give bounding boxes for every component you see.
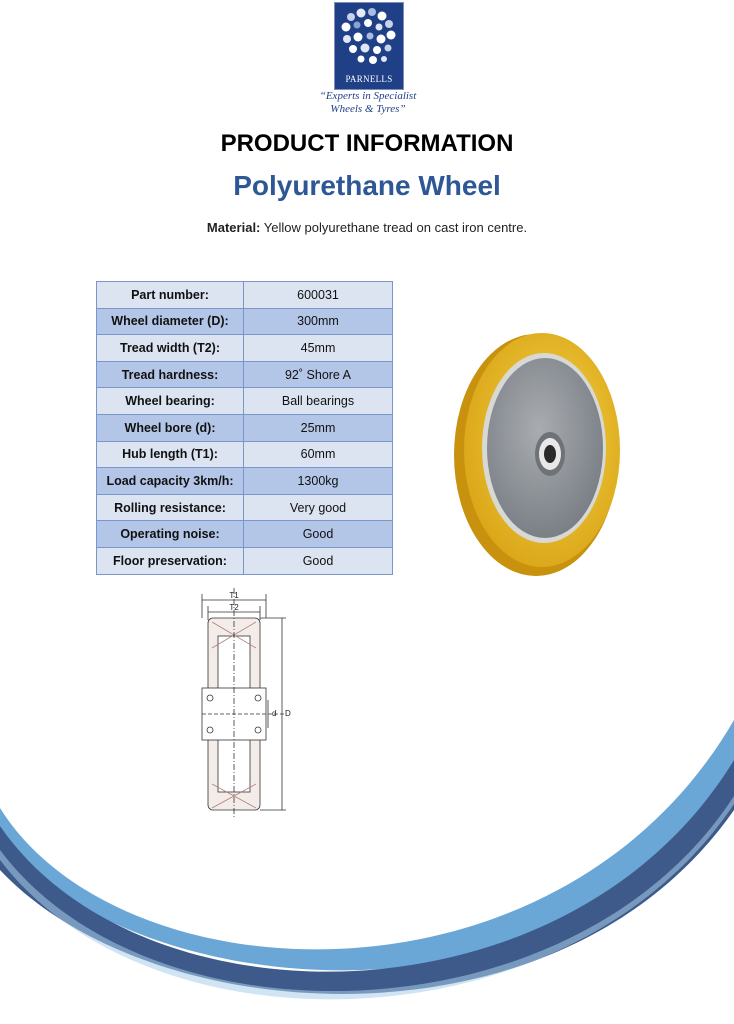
- table-row: [97, 308, 393, 335]
- dim-t2-label: T2: [229, 603, 239, 612]
- table-row: [97, 441, 393, 468]
- table-row: [97, 388, 393, 415]
- decorative-swoosh: [0, 700, 734, 1024]
- spec-value: 25mm: [244, 414, 393, 441]
- spec-value: 60mm: [244, 441, 393, 468]
- material-text: Yellow polyurethane tread on cast iron centre.: [263, 220, 528, 235]
- table-row: [97, 468, 393, 495]
- table-row: [97, 282, 393, 309]
- dim-t1-label: T1: [229, 591, 239, 600]
- table-row: [97, 335, 393, 362]
- bore-hole: [544, 445, 556, 463]
- spec-value: 1300kg: [244, 468, 393, 495]
- spec-label: Wheel bearing:: [97, 388, 244, 415]
- spec-label: Wheel diameter (D):: [97, 308, 244, 335]
- table-row: [97, 494, 393, 521]
- tagline-line-1: “Experts in Specialist: [319, 90, 417, 102]
- product-name: Polyurethane Wheel: [233, 170, 501, 201]
- table-row: [97, 414, 393, 441]
- material-label: Material:: [206, 220, 261, 235]
- spec-value: 300mm: [244, 308, 393, 335]
- spec-label: Tread width (T2):: [97, 335, 244, 362]
- logo-name: PARNELLS: [345, 74, 393, 84]
- spec-value: Ball bearings: [244, 388, 393, 415]
- dim-d-large-label: D: [285, 709, 291, 718]
- table-row: [97, 361, 393, 388]
- spec-value: Good: [244, 547, 393, 574]
- spec-label: Wheel bore (d):: [97, 414, 244, 441]
- page-title: PRODUCT INFORMATION: [220, 130, 514, 157]
- spec-value: 45mm: [244, 335, 393, 362]
- spec-value: 92˚ Shore A: [244, 361, 393, 388]
- spec-label: Operating noise:: [97, 521, 244, 548]
- spec-label: Hub length (T1):: [97, 441, 244, 468]
- spec-value: Very good: [244, 494, 393, 521]
- dim-d-small-label: d: [272, 709, 277, 718]
- spec-label: Part number:: [97, 282, 244, 309]
- table-row: [97, 547, 393, 574]
- company-logo: [334, 2, 404, 90]
- spec-value: Good: [244, 521, 393, 548]
- spec-value: 600031: [244, 282, 393, 309]
- wheel-photo: [438, 330, 628, 580]
- spec-label: Load capacity 3km/h:: [97, 468, 244, 495]
- spec-table: [96, 281, 393, 575]
- material-line: [0, 220, 734, 235]
- spec-label: Floor preservation:: [97, 547, 244, 574]
- spec-label: Rolling resistance:: [97, 494, 244, 521]
- tagline-line-2: Wheels & Tyres”: [330, 103, 406, 115]
- table-row: [97, 521, 393, 548]
- spec-label: Tread hardness:: [97, 361, 244, 388]
